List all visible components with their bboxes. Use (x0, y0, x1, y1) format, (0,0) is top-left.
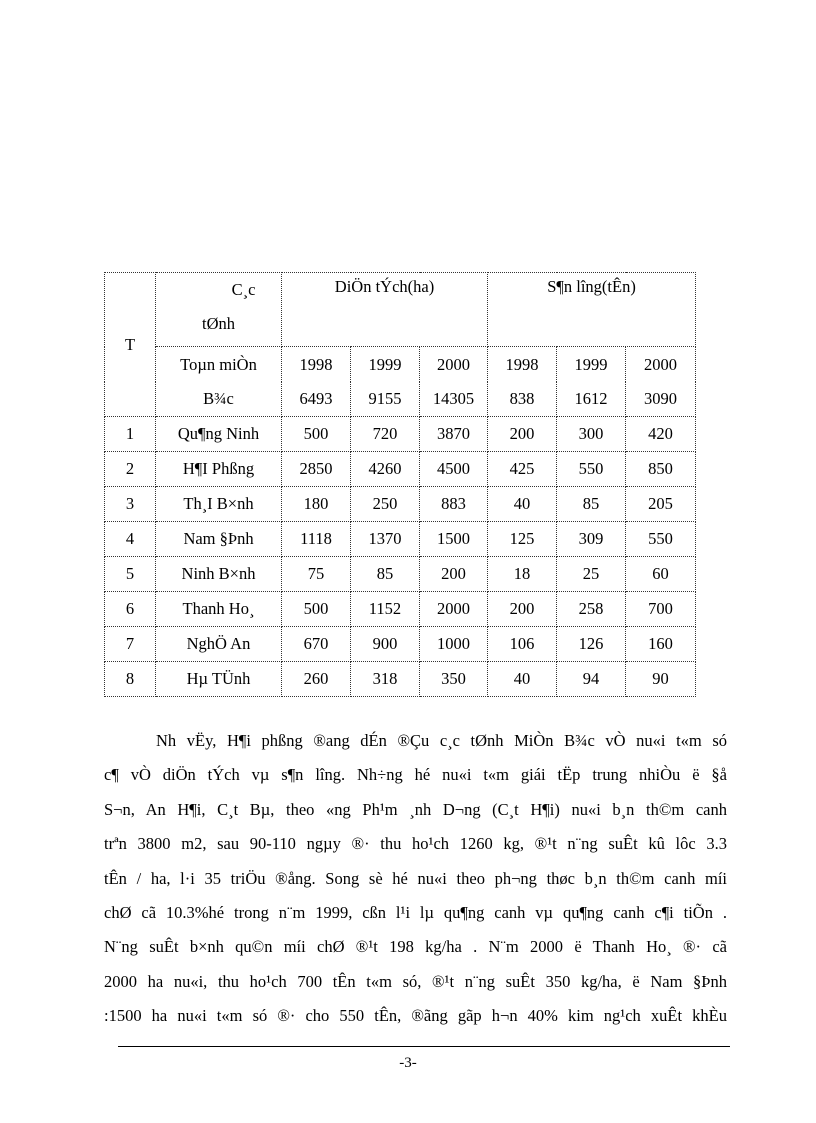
value-cell: 200 (488, 592, 557, 627)
table-row (105, 557, 696, 592)
value-cell: 1118 (282, 522, 351, 557)
value-cell: 106 (488, 627, 557, 662)
row-number-cell: 2 (105, 452, 156, 487)
row-number-cell: 5 (105, 557, 156, 592)
table-row (105, 452, 696, 487)
total-label-line1: Toµn miÒn (156, 347, 282, 383)
value-cell: 1370 (351, 522, 420, 557)
row-number-cell: 6 (105, 592, 156, 627)
paragraph-line: tÊn / ha, l·i 35 triÖu ®ång. Song sè hé nu«i theo ph¬ng thøc b¸n th©m canh míi (104, 868, 727, 888)
value-cell: 200 (420, 557, 488, 592)
value-cell: 94 (557, 662, 626, 697)
value-cell: 85 (351, 557, 420, 592)
paragraph-line: chØ cã 10.3%hé trong n¨m 1999, cßn l¹i lµ qu¶ng canh vµ qu¶ng canh c¶i tiÕn . (104, 902, 727, 922)
value-cell: 85 (557, 487, 626, 522)
year-cell: 1998 (488, 347, 557, 383)
value-cell: 180 (282, 487, 351, 522)
value-cell: 1000 (420, 627, 488, 662)
table-row (105, 522, 696, 557)
province-name-cell: Hµ TÜnh (156, 662, 282, 697)
total-cell: 1612 (557, 382, 626, 417)
value-cell: 2000 (420, 592, 488, 627)
table-row (105, 662, 696, 697)
year-cell: 1999 (557, 347, 626, 383)
table-row (105, 487, 696, 522)
value-cell: 75 (282, 557, 351, 592)
paragraph-line: N¨ng suÊt b×nh qu©n míi chØ ®¹t 198 kg/ha . N¨m 2000 ë Thanh Ho¸ ®· cã (104, 937, 727, 957)
footer-divider (118, 1046, 730, 1047)
province-name-cell: H¶I Phßng (156, 452, 282, 487)
table-row (105, 417, 696, 452)
column-header-province (156, 273, 282, 347)
value-cell: 200 (488, 417, 557, 452)
value-cell: 40 (488, 487, 557, 522)
value-cell: 700 (626, 592, 696, 627)
value-cell: 420 (626, 417, 696, 452)
value-cell: 318 (351, 662, 420, 697)
shrimp-statistics-table (104, 272, 696, 697)
province-name-cell: Qu¶ng Ninh (156, 417, 282, 452)
row-number-cell: 3 (105, 487, 156, 522)
province-name-cell: Thanh Ho¸ (156, 592, 282, 627)
paragraph-line: 2000 ha nu«i, thu ho¹ch 700 tÊn t«m só, ®¹t n¨ng suÊt 350 kg/ha, ë Nam §Þnh (104, 971, 727, 991)
value-cell: 258 (557, 592, 626, 627)
year-cell: 2000 (420, 347, 488, 383)
value-cell: 60 (626, 557, 696, 592)
value-cell: 425 (488, 452, 557, 487)
total-cell: 14305 (420, 382, 488, 417)
value-cell: 300 (557, 417, 626, 452)
value-cell: 25 (557, 557, 626, 592)
value-cell: 550 (626, 522, 696, 557)
paragraph-line: c¶ vÒ diÖn tÝch vµ s¶n lîng. Nh÷ng hé nu«i t«m giái tËp trung nhiÒu ë §å (104, 765, 727, 785)
row-number-cell: 4 (105, 522, 156, 557)
table-row (105, 592, 696, 627)
value-cell: 850 (626, 452, 696, 487)
total-cell: 9155 (351, 382, 420, 417)
value-cell: 4260 (351, 452, 420, 487)
value-cell: 1500 (420, 522, 488, 557)
column-header-province-line1: C¸c (231, 280, 256, 299)
value-cell: 309 (557, 522, 626, 557)
value-cell: 125 (488, 522, 557, 557)
value-cell: 2850 (282, 452, 351, 487)
year-cell: 2000 (626, 347, 696, 383)
total-cell: 838 (488, 382, 557, 417)
column-header-t: T (105, 273, 156, 417)
value-cell: 260 (282, 662, 351, 697)
paragraph-line: Nh vËy, H¶i phßng ®ang dÉn ®Çu c¸c tØnh MiÒn B¾c vÒ nu«i t«m só (156, 731, 727, 750)
year-cell: 1999 (351, 347, 420, 383)
province-name-cell: NghÖ An (156, 627, 282, 662)
column-header-province-line2: tØnh (202, 314, 235, 333)
total-cell: 3090 (626, 382, 696, 417)
table-header-row (105, 273, 696, 347)
row-number-cell: 1 (105, 417, 156, 452)
value-cell: 90 (626, 662, 696, 697)
row-number-cell: 8 (105, 662, 156, 697)
column-group-output: S¶n lîng(tÊn) (488, 273, 696, 347)
value-cell: 205 (626, 487, 696, 522)
value-cell: 250 (351, 487, 420, 522)
value-cell: 350 (420, 662, 488, 697)
value-cell: 500 (282, 417, 351, 452)
value-cell: 18 (488, 557, 557, 592)
province-name-cell: Nam §Þnh (156, 522, 282, 557)
value-cell: 3870 (420, 417, 488, 452)
column-group-area: DiÖn tÝch(ha) (282, 273, 488, 347)
value-cell: 720 (351, 417, 420, 452)
page-number: -3- (399, 1055, 417, 1071)
body-paragraph (104, 724, 727, 1034)
value-cell: 4500 (420, 452, 488, 487)
value-cell: 1152 (351, 592, 420, 627)
paragraph-line: trªn 3800 m2, sau 90-110 ngµy ®· thu ho¹ch 1260 kg, ®¹t n¨ng suÊt kû lôc 3.3 (104, 834, 727, 854)
year-cell: 1998 (282, 347, 351, 383)
value-cell: 40 (488, 662, 557, 697)
value-cell: 670 (282, 627, 351, 662)
value-cell: 500 (282, 592, 351, 627)
table-total-row (105, 382, 696, 417)
value-cell: 550 (557, 452, 626, 487)
row-number-cell: 7 (105, 627, 156, 662)
province-name-cell: Th¸I B×nh (156, 487, 282, 522)
value-cell: 900 (351, 627, 420, 662)
table-year-row (105, 347, 696, 383)
value-cell: 160 (626, 627, 696, 662)
value-cell: 883 (420, 487, 488, 522)
total-label-line2: B¾c (156, 382, 282, 417)
table-row (105, 627, 696, 662)
paragraph-line: S¬n, An H¶i, C¸t Bµ, theo «ng Ph¹m ¸nh D¬ng (C¸t H¶i) nu«i b¸n th©m canh (104, 799, 727, 819)
total-cell: 6493 (282, 382, 351, 417)
paragraph-line: :1500 ha nu«i t«m só ®· cho 550 tÊn, ®ãng gãp h¬n 40% kim ng¹ch xuÊt khÈu (104, 1006, 727, 1026)
province-name-cell: Ninh B×nh (156, 557, 282, 592)
value-cell: 126 (557, 627, 626, 662)
